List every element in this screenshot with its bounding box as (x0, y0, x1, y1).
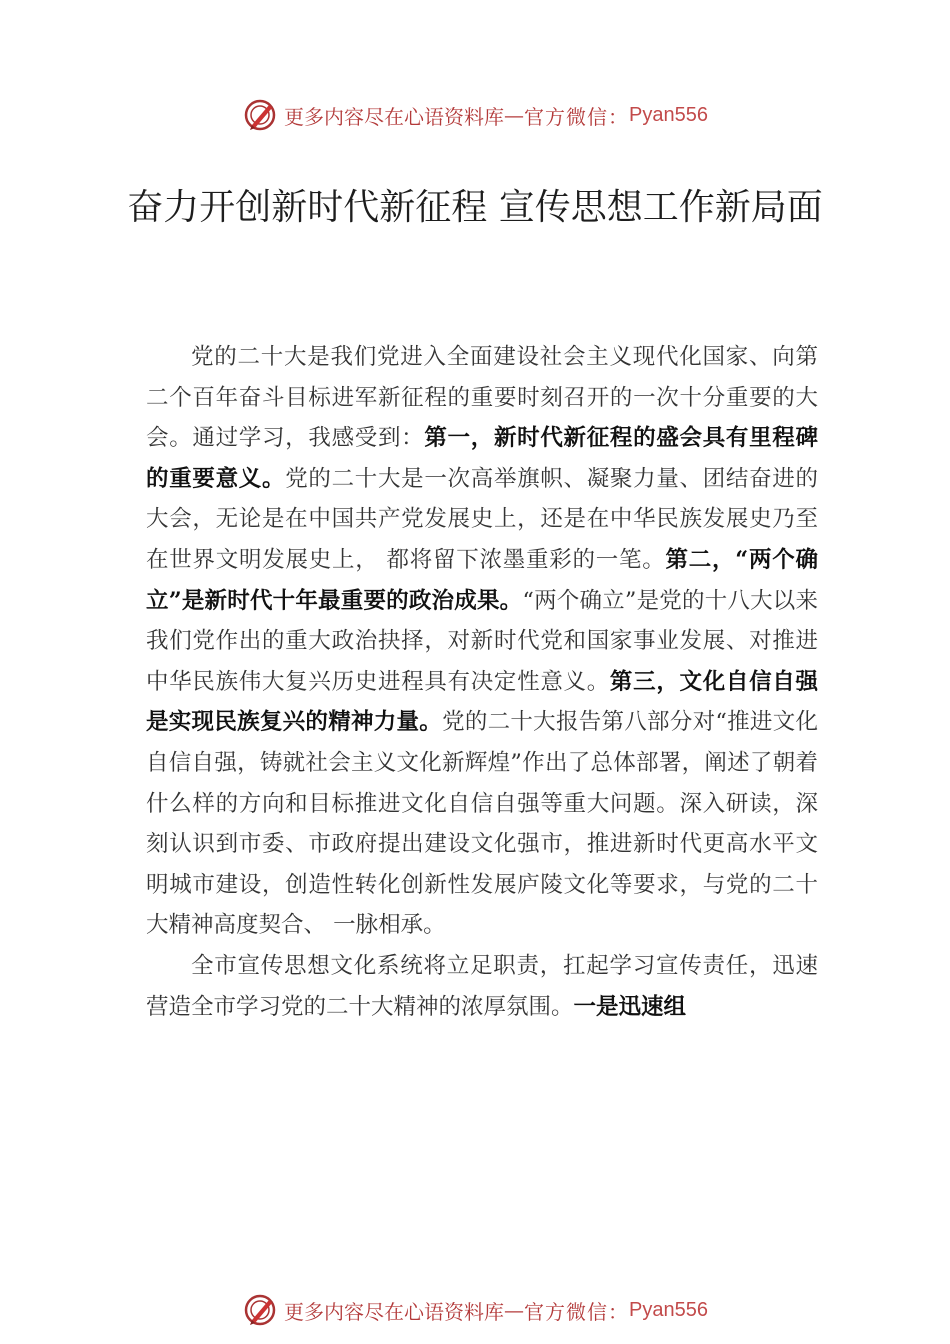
paragraph-text: 党的二十大是我们党进入全面建设社会主义现代化国家、向第二个百年奋斗目标进军新征程的重要时刻召开的一次十分重要的大会。通过学习，我感受到： (146, 344, 818, 452)
paragraph-text: 党的二十大报告第八部分对“推进文化自信自强，铸就社会主义文化新辉煌”作出了总体部署，阐述了朝着什么样的方向和目标推进文化自信自强等重大问题。深入研读，深刻认识到市委、市政府提出建设文化强市，推进新时代更高水平文明城市建设，创造性转化创新性发展庐陵文化等要求，与党的二十大精神高度契合、 一脉相承。 (146, 709, 818, 939)
document-body (146, 337, 818, 1027)
wechat-id: Pyan556 (629, 103, 708, 126)
paragraph-text: “两个确立”是党的十八大以来我们党作出的重大政治抉择，对新时代党和国家事业发展、对推进中华民族伟大复兴历史进程具有决定性意义。 (146, 587, 818, 695)
pen-logo-icon (242, 97, 278, 133)
header-banner (0, 95, 950, 135)
banner-separator: — (504, 1298, 525, 1322)
footer-banner (0, 1290, 950, 1330)
site-name: 更多内容尽在心语资料库 (284, 104, 505, 129)
banner-separator: — (504, 103, 525, 127)
pen-logo-icon (242, 1292, 278, 1328)
wechat-id: Pyan556 (629, 1298, 708, 1321)
document-title: 奋力开创新时代新征程 宣传思想工作新局面 (127, 187, 823, 228)
wechat-label: 官方微信： (524, 104, 630, 129)
bold-point-2: 第二，“两个确立”是新时代十年最重要的政治成果。 (146, 546, 818, 614)
paragraph-2 (146, 946, 818, 1027)
wechat-label: 官方微信： (524, 1299, 630, 1324)
paragraph-text: 党的二十大是一次高举旗帜、凝聚力量、团结奋进的大会，无论是在中国共产党发展史上，还是在中华民族发展史乃至在世界文明发展史上， 都将留下浓墨重彩的一笔。 (146, 465, 818, 573)
bold-point-1: 第一，新时代新征程的盛会具有里程碑的重要意义。 (146, 425, 818, 492)
bold-point-3: 第三，文化自信自强是实现民族复兴的精神力量。 (146, 668, 818, 736)
site-name: 更多内容尽在心语资料库 (284, 1299, 505, 1324)
paragraph-text: 全市宣传思想文化系统将立足职责，扛起学习宣传责任，迅速营造全市学习党的二十大精神的浓厚氛围。 (146, 952, 818, 1020)
paragraph-1 (146, 337, 818, 946)
bold-point-4: 一是迅速组 (573, 993, 687, 1020)
